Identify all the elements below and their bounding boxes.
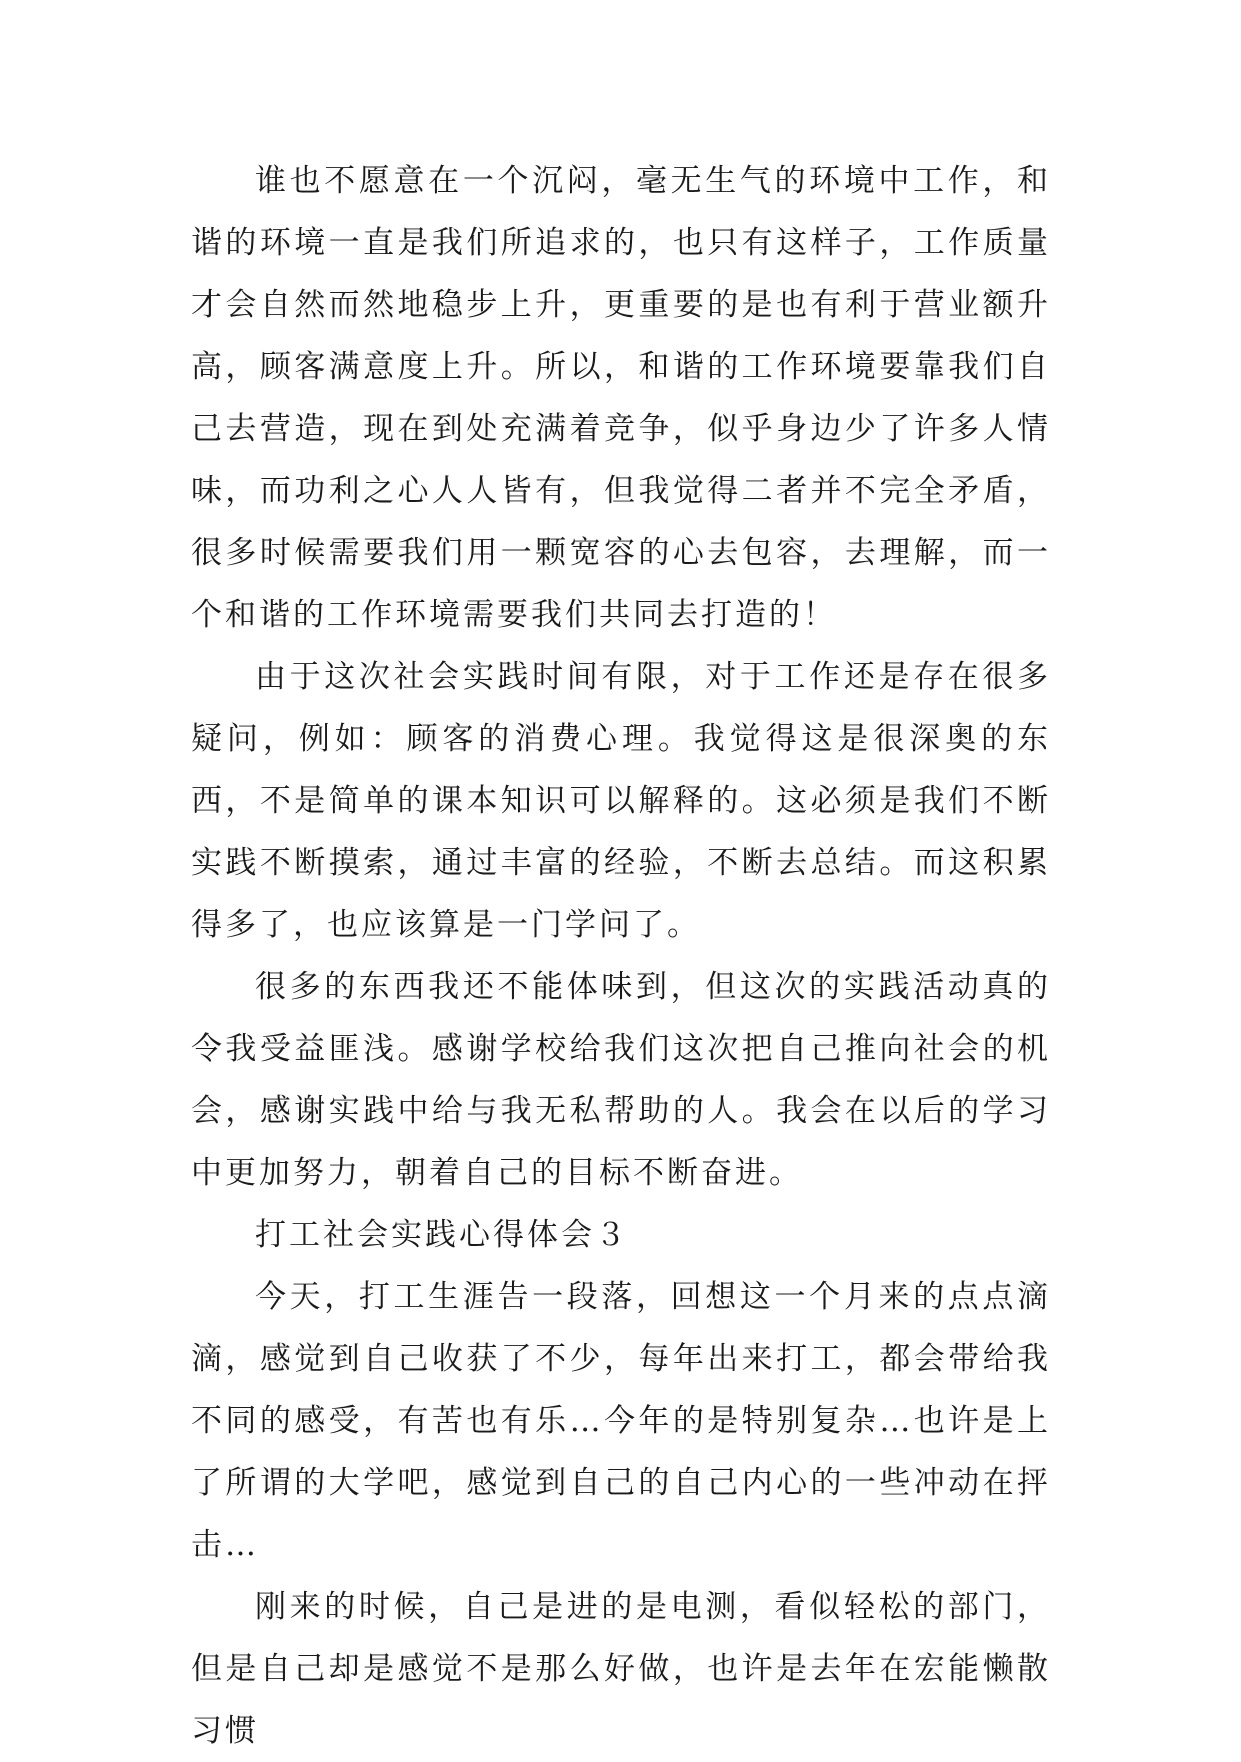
paragraph-when-arrived: 刚来的时候，自己是进的是电测，看似轻松的部门，但是自己却是感觉不是那么好做，也许是去年在宏能懒散习惯 [191, 1589, 1051, 1749]
section-heading: 打工社会实践心得体会３ [255, 1217, 629, 1253]
paragraph-limited-time: 由于这次社会实践时间有限，对于工作还是存在很多疑问，例如：顾客的消费心理。我觉得这是很深奥的东西，不是简单的课本知识可以解释的。这必须是我们不断实践不断摸索，通过丰富的经验，不断去总结。而这积累得多了，也应该算是一门学问了。 [191, 659, 1051, 943]
document-body [191, 150, 1051, 1762]
paragraph-gratitude: 很多的东西我还不能体味到，但这次的实践活动真的令我受益匪浅。感谢学校给我们这次把自己推向社会的机会，感谢实践中给与我无私帮助的人。我会在以后的学习中更加努力，朝着自己的目标不断奋进。 [191, 969, 1051, 1191]
paragraph-harmonious-environment: 谁也不愿意在一个沉闷，毫无生气的环境中工作，和谐的环境一直是我们所追求的，也只有这样子，工作质量才会自然而然地稳步上升，更重要的是也有利于营业额升高，顾客满意度上升。所以，和谐的工作环境要靠我们自己去营造，现在到处充满着竞争，似乎身边少了许多人情味，而功利之心人人皆有，但我觉得二者并不完全矛盾，很多时候需要我们用一颗宽容的心去包容，去理解，而一个和谐的工作环境需要我们共同去打造的！ [191, 163, 1051, 633]
paragraph-today: 今天，打工生涯告一段落，回想这一个月来的点点滴滴，感觉到自己收获了不少，每年出来打工，都会带给我不同的感受，有苦也有乐…今年的是特别复杂…也许是上了所谓的大学吧，感觉到自己的自己内心的一些冲动在抨击… [191, 1279, 1051, 1563]
